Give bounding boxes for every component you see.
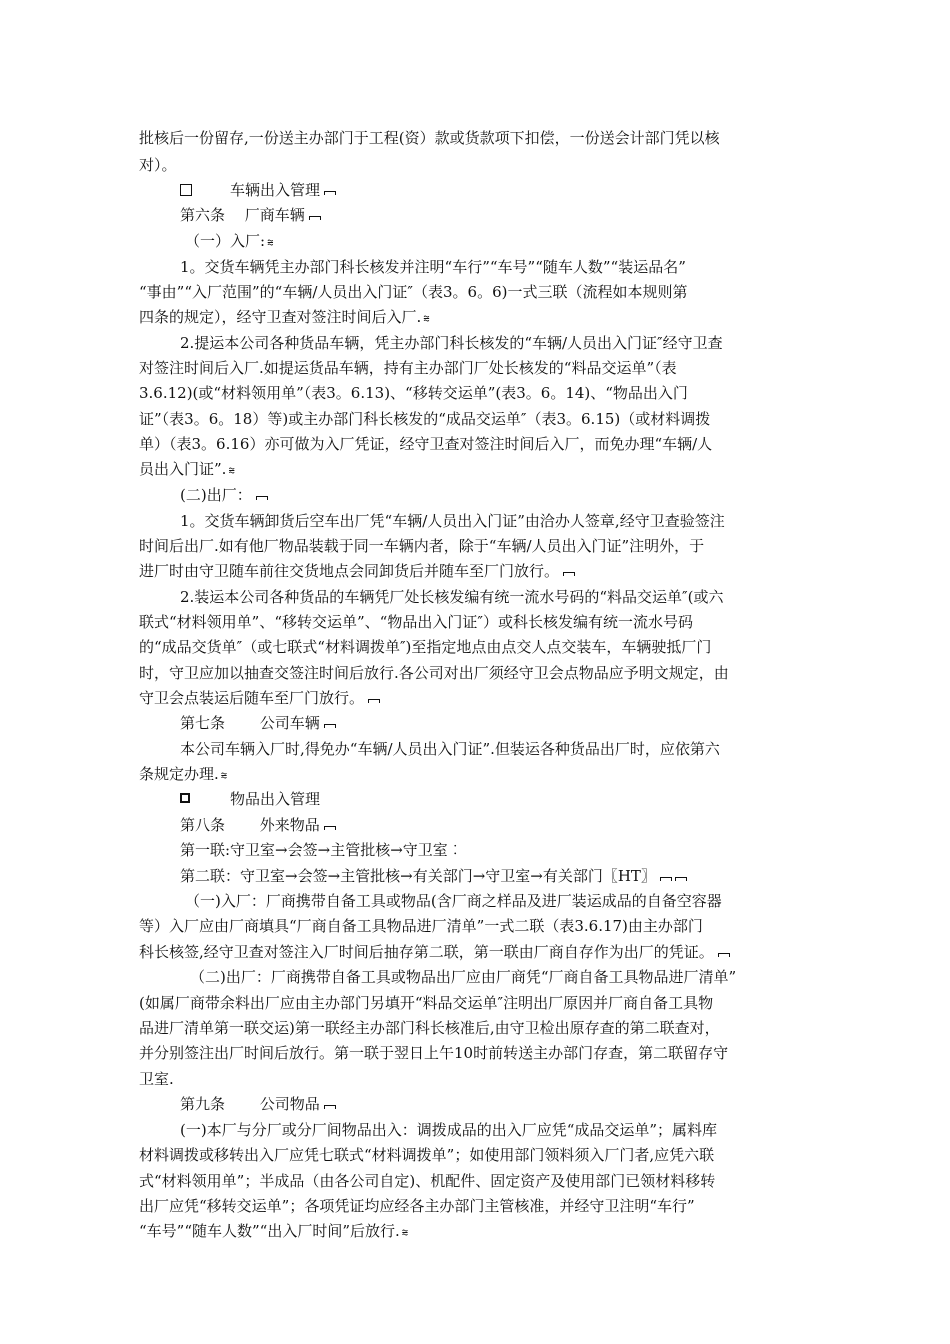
line-text: 四条的规定），经守卫查对签注时间后入厂. bbox=[139, 308, 422, 326]
text-line bbox=[139, 434, 712, 454]
paragraph-mark-icon: ⩬ bbox=[267, 236, 274, 249]
return-mark-icon bbox=[324, 1101, 336, 1111]
line-text: 出厂应凭“移转交运单”；各项凭证均应经各主办部门主管核准，并经守卫注明“车行” bbox=[139, 1197, 695, 1215]
line-text: 联式“材料领用单”、“移转交运单”、“物品出入门证″）或科长核发编有统一流水号码 bbox=[139, 613, 693, 631]
paragraph-mark-icon: ⩬ bbox=[423, 312, 430, 325]
line-text: “事由”“入厂范围”的“车辆/人员出入门证″（表3。6。6)一式三联（流程如本规则第 bbox=[139, 283, 688, 301]
line-text: 第一联:守卫室→会签→主管批核→守卫室︰ bbox=[180, 841, 463, 859]
text-line bbox=[139, 1171, 715, 1191]
line-text: 批核后一份留存,一份送主办部门于工程(资）款或货款项下扣偿，一份送会计部门凭以核 bbox=[139, 129, 720, 147]
text-line bbox=[180, 205, 321, 225]
line-text: 车辆出入管理 bbox=[230, 181, 321, 199]
text-line bbox=[139, 409, 710, 429]
text-line bbox=[180, 485, 268, 505]
text-line bbox=[139, 459, 235, 481]
paragraph-mark-icon: ⩬ bbox=[401, 1226, 409, 1239]
text-line bbox=[139, 358, 677, 378]
text-line bbox=[180, 815, 336, 835]
text-line bbox=[139, 128, 720, 148]
text-line bbox=[139, 536, 704, 556]
return-mark-icon bbox=[324, 720, 336, 730]
return-mark-icon bbox=[675, 873, 687, 883]
line-text: 材料调拨或移转出入厂应凭七联式“材料调拨单”；如使用部门领料须入厂门者,应凭六联 bbox=[139, 1146, 715, 1164]
text-line bbox=[180, 587, 723, 607]
line-text: 对签注时间后入厂.如提运货品车辆，持有主办部门厂处长核发的“料品交运单”（表 bbox=[139, 359, 677, 377]
text-line bbox=[180, 739, 720, 759]
text-line bbox=[139, 1196, 695, 1216]
text-line bbox=[139, 282, 688, 302]
line-text: (一)本厂与分厂或分厂间物品出入：调拨成品的出入厂应凭“成品交运单”；属料库 bbox=[180, 1121, 718, 1139]
return-mark-icon bbox=[324, 822, 336, 832]
return-mark-icon bbox=[660, 873, 672, 883]
line-text: 条规定办理. bbox=[139, 765, 219, 783]
text-line bbox=[230, 789, 320, 809]
return-mark-icon bbox=[368, 695, 380, 705]
return-mark-icon bbox=[309, 212, 321, 222]
text-line bbox=[139, 561, 575, 581]
line-text: 2.装运本公司各种货品的车辆凭厂处长核发编有统一流水号码的“料品交运单″(或六 bbox=[180, 588, 724, 606]
line-text: 并分别签注出厂时间后放行。第一联于翌日上午10时前转送主办部门存查，第二联留存守 bbox=[139, 1044, 729, 1062]
text-line bbox=[139, 993, 713, 1013]
return-mark-icon bbox=[718, 949, 730, 959]
text-line bbox=[139, 764, 227, 786]
line-text: 证”（表3。6。18）等)或主办部门科长核发的“成品交运单″（表3。6.15)（或材料调拨 bbox=[139, 410, 711, 428]
text-line bbox=[139, 637, 711, 657]
text-line bbox=[139, 155, 177, 175]
text-line bbox=[139, 612, 693, 632]
text-line bbox=[180, 840, 463, 860]
line-text: 守卫会点装运后随车至厂门放行。 bbox=[139, 689, 365, 707]
line-text: 1。交货车辆凭主办部门科长核发并注明“车行”“车号”“随车人数”“装运品名” bbox=[180, 258, 686, 276]
line-text: “车号”“随车人数”“出入厂时间”后放行. bbox=[139, 1222, 400, 1240]
line-text: 进厂时由守卫随车前往交货地点会同卸货后并随车至厂门放行。 bbox=[139, 562, 560, 580]
paragraph-mark-icon: ⩬ bbox=[220, 769, 228, 782]
line-text: 科长核签,经守卫查对签注入厂时间后抽存第二联，第一联由厂商自存作为出厂的凭证。 bbox=[139, 943, 714, 961]
line-text: 对）。 bbox=[139, 156, 177, 174]
paragraph-mark-icon: ⩬ bbox=[228, 464, 235, 477]
text-line bbox=[180, 511, 725, 531]
text-line bbox=[139, 383, 688, 403]
return-mark-icon bbox=[563, 568, 575, 578]
line-text: 等）入厂应由厂商填具“厂商自备工具物品进厂清单”一式二联（表3.6.17)由主办部门 bbox=[139, 917, 703, 935]
text-line bbox=[139, 942, 730, 962]
line-text: 员出入门证”. bbox=[139, 460, 227, 478]
text-line bbox=[185, 231, 274, 253]
text-line bbox=[180, 866, 687, 886]
return-mark-icon bbox=[324, 187, 336, 197]
text-line bbox=[180, 1094, 336, 1114]
line-text: （一)入厂：厂商携带自备工具或物品(含厂商之样品及进厂装运成品的自备空容器 bbox=[185, 892, 722, 910]
line-text: 品进厂清单第一联交运)第一联经主办部门科长核准后,由守卫检出原存查的第二联查对， bbox=[139, 1019, 720, 1037]
text-line bbox=[185, 891, 722, 911]
line-text: （一）入厂: bbox=[185, 232, 266, 250]
line-text: 卫室. bbox=[139, 1070, 174, 1088]
text-line bbox=[180, 257, 686, 277]
text-line bbox=[180, 333, 723, 353]
line-text: 第九条 公司物品 bbox=[180, 1095, 320, 1113]
text-line bbox=[139, 1043, 728, 1063]
text-line bbox=[139, 307, 430, 329]
text-line bbox=[230, 180, 336, 200]
line-text: 3.6.12)(或“材料领用单”（表3。6.13)、“移转交运单”(表3。6。14)、“物品出入门 bbox=[139, 384, 688, 402]
line-text: 第二联：守卫室→会签→主管批核→有关部门→守卫室→有关部门〖HT〗 bbox=[180, 867, 656, 885]
line-text: 1。交货车辆卸货后空车出厂凭“车辆/人员出入门证”由洽办人签章,经守卫查验签注 bbox=[180, 512, 725, 530]
text-line bbox=[180, 713, 336, 733]
text-line bbox=[139, 916, 703, 936]
line-text: 物品出入管理 bbox=[230, 790, 321, 808]
line-text: 第七条 公司车辆 bbox=[180, 714, 320, 732]
line-text: 时，守卫应加以抽查交签注时间后放行.各公司对出厂须经守卫会点物品应予明文规定，由 bbox=[139, 664, 729, 682]
line-text: 第六条 厂商车辆 bbox=[180, 206, 305, 224]
text-line bbox=[139, 1221, 408, 1243]
text-line bbox=[139, 1145, 714, 1165]
text-line bbox=[190, 967, 736, 987]
line-text: 时间后出厂.如有他厂物品装载于同一车辆内者，除于“车辆/人员出入门证”注明外，于 bbox=[139, 537, 705, 555]
text-line bbox=[139, 688, 380, 708]
line-text: (二)出厂： bbox=[180, 486, 252, 504]
line-text: 单）（表3。6.16）亦可做为入厂凭证，经守卫查对签注时间后入厂，而免办理“车辆/人 bbox=[139, 435, 713, 453]
return-mark-icon bbox=[256, 492, 268, 502]
line-text: 式“材料领用单”；半成品（由各公司自定)、机配件、固定资产及使用部门已领材料移转 bbox=[139, 1172, 716, 1190]
line-text: 的“成品交货单″（或七联式“材料调拨单″)至指定地点由点交人点交装车，车辆驶抵厂门 bbox=[139, 638, 712, 656]
line-text: （二)出厂：厂商携带自备工具或物品出厂应由厂商凭“厂商自备工具物品进厂清单” bbox=[190, 968, 737, 986]
text-line bbox=[139, 663, 729, 683]
text-line bbox=[180, 1120, 717, 1140]
line-text: (如属厂商带余料出厂应由主办部门另填开“料品交运单″注明出厂原因并厂商自备工具物 bbox=[139, 994, 714, 1012]
checkbox-icon bbox=[180, 793, 190, 803]
line-text: 2.提运本公司各种货品车辆，凭主办部门科长核发的“车辆/人员出入门证″经守卫查 bbox=[180, 334, 723, 352]
text-line bbox=[139, 1069, 174, 1089]
checkbox-icon bbox=[180, 184, 192, 196]
text-line bbox=[139, 1018, 720, 1038]
line-text: 本公司车辆入厂时,得免办“车辆/人员出入门证”.但装运各种货品出厂时，应依第六 bbox=[180, 740, 720, 758]
line-text: 第八条 外来物品 bbox=[180, 816, 320, 834]
